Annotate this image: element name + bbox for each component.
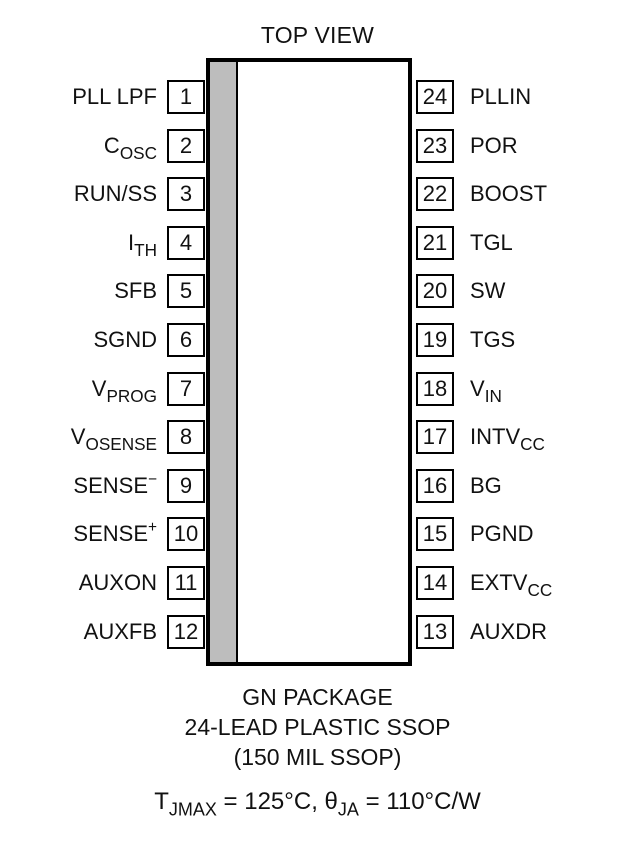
pin-label-20: SW [470, 278, 506, 304]
pin-22-box: 22 [416, 177, 454, 211]
theta-value: = 110°C/W [358, 788, 481, 815]
theta-subscript: JA [337, 799, 359, 820]
pin-8-box: 8 [167, 420, 205, 454]
pin-14-box: 14 [416, 566, 454, 600]
pin-11-box: 11 [167, 566, 205, 600]
pin-9-box: 9 [167, 469, 205, 503]
pin-label-11: AUXON [78, 570, 157, 595]
pin-label-10: SENSE+ [73, 519, 157, 547]
ic-package-body [206, 58, 412, 666]
tjmax-value: = 125°C, [216, 788, 325, 815]
pin-21-box: 21 [416, 226, 454, 260]
pin-label-18: $V_{IN}$ [470, 375, 502, 406]
pin-label-9: SENSE− [73, 470, 157, 498]
pin-6-box: 6 [167, 323, 205, 357]
pin-10-box: 10 [167, 517, 205, 551]
pin-label-3: RUN/SS [73, 181, 157, 207]
pin-label-23: POR [470, 132, 518, 158]
pin-18-box: 18 [416, 372, 454, 406]
pin-3-box: 3 [167, 177, 205, 211]
pin-label-6: SGND [93, 327, 157, 352]
pin-19-box: 19 [416, 323, 454, 357]
pin-17-box: 17 [416, 420, 454, 454]
pin-label-24: PLLIN [470, 84, 532, 109]
pin-label-13: AUXDR [470, 618, 548, 644]
pin-1-box: 1 [167, 80, 205, 114]
pin-15-box: 15 [416, 517, 454, 551]
package-size: (150 MIL SSOP) [233, 744, 402, 770]
pin-label-1: PLL LPF [72, 84, 157, 109]
pin-12-box: 12 [167, 615, 205, 649]
pin-20-box: 20 [416, 274, 454, 308]
pin-label-22: BOOST [470, 181, 548, 207]
pin-24-box: 24 [416, 80, 454, 114]
pin-4-box: 4 [167, 226, 205, 260]
tjmax-symbol: T [154, 788, 169, 815]
package-description: 24-LEAD PLASTIC SSOP [184, 714, 451, 740]
thermal-spec [0, 788, 635, 820]
pin-label-2: $C_{OSC}$ [103, 132, 157, 163]
pin-label-21: TGL [470, 229, 513, 255]
pin-label-17: $INTV_{CC}$ [470, 424, 545, 455]
diagram-title: TOP VIEW [260, 22, 375, 48]
pin-label-5: SFB [114, 278, 157, 304]
pin-13-box: 13 [416, 615, 454, 649]
pin-label-14: $EXTV_{CC}$ [470, 570, 553, 600]
pin-23-box: 23 [416, 129, 454, 163]
package-name: GN PACKAGE [242, 684, 393, 710]
pin-2-box: 2 [167, 129, 205, 163]
pin-label-19: TGS [470, 327, 516, 352]
pin-label-16: BG [470, 472, 502, 498]
pin-label-12: AUXFB [83, 618, 157, 644]
pin1-indicator-stripe [210, 62, 238, 662]
pin-label-4: $I_{TH}$ [128, 229, 157, 260]
pin-label-15: PGND [470, 521, 534, 547]
pin-label-8: $V_{OSENSE}$ [70, 424, 157, 455]
pin-16-box: 16 [416, 469, 454, 503]
tjmax-subscript: JMAX [168, 799, 217, 820]
pin-7-box: 7 [167, 372, 205, 406]
pin-label-7: $V_{PROG}$ [91, 375, 157, 406]
pin-5-box: 5 [167, 274, 205, 308]
theta-symbol: θ [324, 788, 338, 815]
